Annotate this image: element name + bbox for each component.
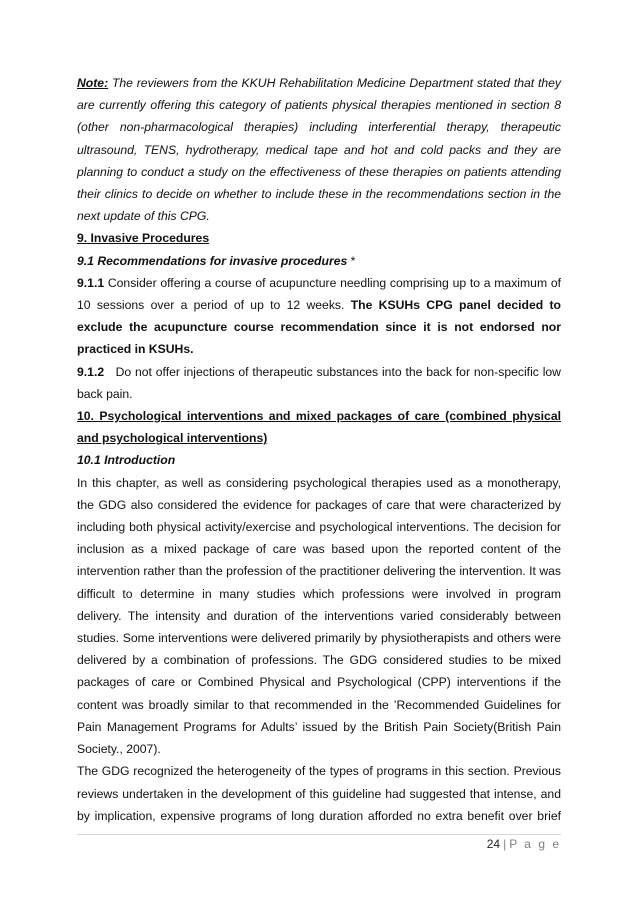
- note-paragraph: [77, 72, 561, 227]
- footer-separator: |: [503, 837, 507, 851]
- page-footer: [487, 836, 561, 852]
- note-label: Note:: [77, 76, 109, 90]
- page-label: P a g e: [509, 837, 561, 851]
- note-text: The reviewers from the KKUH Rehabilitation Medicine Department stated that they are currently offering this category of patients physical therapies mentioned in section 8 (other non-pharmacological therapies) including interferential therapy, therapeutic ultrasound, TENS, hydrotherapy, medical tape and hot and cold packs and they are planning to conduct a study on the effectiveness of these therapies on patients attending their clinics to decide on whether to include these in the recommendations section in the next update of this CPG.: [77, 76, 561, 224]
- recommendation-9-1-2: [77, 361, 565, 405]
- recommendation-9-1-2-number: 9.1.2: [77, 364, 105, 379]
- page-number: 24: [486, 837, 501, 851]
- section-10-1-paragraph-1: In this chapter, as well as considering psychological therapies used as a monotherapy, the GDG also considered the evidence for packages of care that were characterized by including both physical activity/exercise and psychological interventions. The decision for inclusion as a mixed package of care was based upon the reported content of the intervention rather than the profession of the practitioner delivering the intervention. It was difficult to determine in many studies which professions were involved in program delivery. The intensity and duration of the interventions varied considerably between studies. Some interventions were delivered primarily by physiotherapists and others were delivered by a combination of professions. The GDG considered studies to be mixed packages of care or Combined Physical and Psychological (CPP) interventions if the content was broadly similar to that recommended in the ’Recommended Guidelines for Pain Management Programs for Adults’ issued by the British Pain Society(British Pain Society., 2007).: [77, 475, 561, 757]
- section-9-1-heading: [77, 250, 561, 272]
- recommendation-9-1-1-panel-note: The KSUHs CPG panel decided to exclude the acupuncture course recommendation since it is not endorsed nor practiced in KSUHs.: [77, 298, 561, 357]
- recommendation-9-1-1: [77, 272, 561, 361]
- section-9-1-title: 9.1 Recommendations for invasive procedures: [77, 253, 348, 268]
- document-page: [77, 72, 565, 827]
- section-10-1-heading: 10.1 Introduction: [77, 453, 176, 468]
- footer-divider: [77, 834, 561, 835]
- recommendation-9-1-1-text: Consider offering a course of acupuncture needling comprising up to a maximum of 10 sessions over a period of up to 12 weeks.: [77, 275, 561, 313]
- section-9-1-mark: *: [347, 253, 356, 268]
- section-10-1-paragraph-2: The GDG recognized the heterogeneity of the types of programs in this section. Previous reviews undertaken in the development of this guideline had suggested that intense, and by implication, expensive programs of long duration afforded no extra benefit over brief: [77, 764, 561, 823]
- recommendation-9-1-2-text: Do not offer injections of therapeutic substances into the back for non-specific low back pain.: [77, 364, 565, 401]
- section-10-heading: 10. Psychological interventions and mixed packages of care (combined physical and psychological interventions): [77, 409, 561, 446]
- section-9-heading: 9. Invasive Procedures: [77, 231, 210, 246]
- recommendation-9-1-1-number: 9.1.1: [77, 275, 105, 290]
